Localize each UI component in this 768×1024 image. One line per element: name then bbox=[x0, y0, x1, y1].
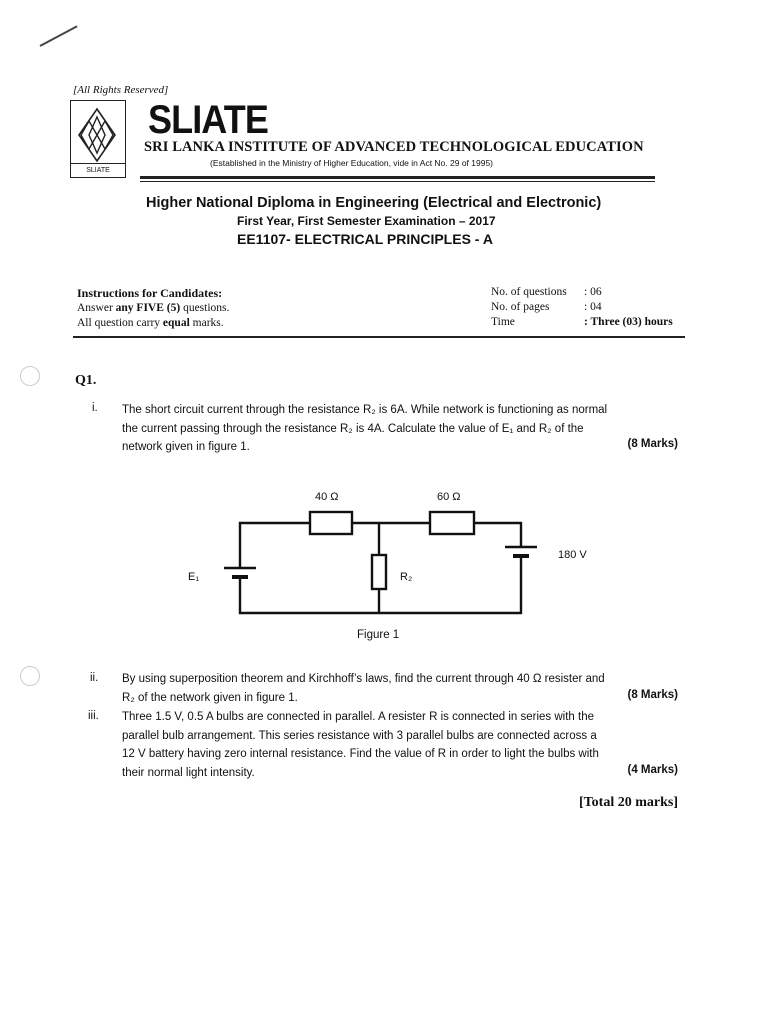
label-60-ohm: 60 Ω bbox=[437, 491, 461, 503]
question-heading: Q1. bbox=[75, 373, 97, 388]
wire bbox=[240, 523, 310, 566]
pen-mark bbox=[40, 25, 78, 46]
time-value: : Three (03) hours bbox=[584, 316, 673, 328]
programme-title: Higher National Diploma in Engineering (Electrical and Electronic) bbox=[146, 195, 602, 211]
instruction-emphasis: equal bbox=[162, 317, 190, 329]
header-rule-thin bbox=[140, 181, 655, 182]
header-rule bbox=[140, 176, 655, 179]
questions-count-label: No. of questions bbox=[491, 286, 567, 298]
instruction-text: Answer bbox=[77, 302, 116, 314]
part-numeral: ii. bbox=[90, 672, 99, 684]
questions-count-value: : 06 bbox=[584, 286, 602, 298]
label-r2: R₂ bbox=[400, 571, 413, 583]
text-line: 12 V battery having zero internal resistance. Find the value of R in order to light the bulbs with bbox=[122, 748, 599, 760]
time-label: Time bbox=[491, 316, 515, 328]
institute-name: SRI LANKA INSTITUTE OF ADVANCED TECHNOLOGICAL EDUCATION bbox=[144, 139, 644, 155]
part-3-marks: (4 Marks) bbox=[627, 764, 678, 776]
margin-hole-mark bbox=[20, 366, 40, 386]
part-1-text bbox=[122, 401, 682, 457]
resistor-r2 bbox=[372, 555, 386, 589]
total-marks: [Total 20 marks] bbox=[578, 795, 678, 810]
instruction-text: All question carry bbox=[77, 317, 163, 329]
instruction-emphasis: any FIVE (5) bbox=[115, 302, 181, 314]
text-line: By using superposition theorem and Kirchhoff’s laws, find the current through 40 Ω resister and bbox=[122, 673, 605, 685]
instruction-line-1 bbox=[77, 302, 229, 314]
text-line: the current passing through the resistance R₂ is 4A. Calculate the value of E₁ and R₂ of the bbox=[122, 422, 584, 435]
instruction-line-2 bbox=[77, 317, 224, 329]
battery-180v-icon bbox=[505, 547, 537, 564]
part-numeral: iii. bbox=[88, 710, 99, 722]
instructions-title: Instructions for Candidates: bbox=[77, 286, 223, 300]
battery-e1-icon bbox=[224, 566, 256, 583]
part-numeral: i. bbox=[92, 402, 98, 414]
sliate-wordmark: SLIATE bbox=[148, 98, 268, 142]
part-2-text bbox=[122, 670, 682, 707]
label-40-ohm: 40 Ω bbox=[315, 491, 339, 503]
semester-line: First Year, First Semester Examination – 2017 bbox=[237, 214, 496, 228]
text-line: R₂ of the network given in figure 1. bbox=[122, 691, 298, 704]
pages-count-value: : 04 bbox=[584, 301, 602, 313]
instructions-rule bbox=[73, 336, 685, 338]
sliate-logo bbox=[70, 100, 126, 178]
text-line: The short circuit current through the resistance R₂ is 6A. While network is functioning as normal bbox=[122, 404, 608, 416]
part-2-marks: (8 Marks) bbox=[627, 689, 678, 701]
resistor-40-ohm bbox=[310, 512, 352, 534]
resistor-60-ohm bbox=[430, 512, 474, 534]
wire bbox=[474, 523, 521, 546]
course-title: EE1107- ELECTRICAL PRINCIPLES - A bbox=[237, 231, 493, 247]
instruction-text: questions. bbox=[180, 302, 230, 314]
pages-count-label: No. of pages bbox=[491, 301, 550, 313]
rights-reserved: [All Rights Reserved] bbox=[73, 84, 169, 96]
part-1-marks: (8 Marks) bbox=[627, 438, 678, 450]
text-line: network given in figure 1. bbox=[122, 441, 250, 453]
established-note: (Established in the Ministry of Higher Education, vide in Act No. 29 of 1995) bbox=[210, 158, 494, 168]
circuit-figure-1 bbox=[170, 480, 600, 630]
logo-caption: SLIATE bbox=[71, 163, 125, 177]
label-180v: 180 V bbox=[558, 549, 587, 561]
text-line: Three 1.5 V, 0.5 A bulbs are connected in parallel. A resister R is connected in series with the bbox=[122, 711, 594, 723]
logo-emblem-icon bbox=[75, 107, 119, 163]
margin-hole-mark bbox=[20, 666, 40, 686]
text-line: their normal light intensity. bbox=[122, 766, 255, 779]
figure-caption: Figure 1 bbox=[357, 629, 400, 641]
text-line: parallel bulb arrangement. This series resistance with 3 parallel bulbs are connected across a bbox=[122, 729, 597, 742]
instruction-text: marks. bbox=[189, 317, 224, 329]
label-e1: E₁ bbox=[188, 571, 200, 583]
part-3-text bbox=[122, 708, 682, 782]
